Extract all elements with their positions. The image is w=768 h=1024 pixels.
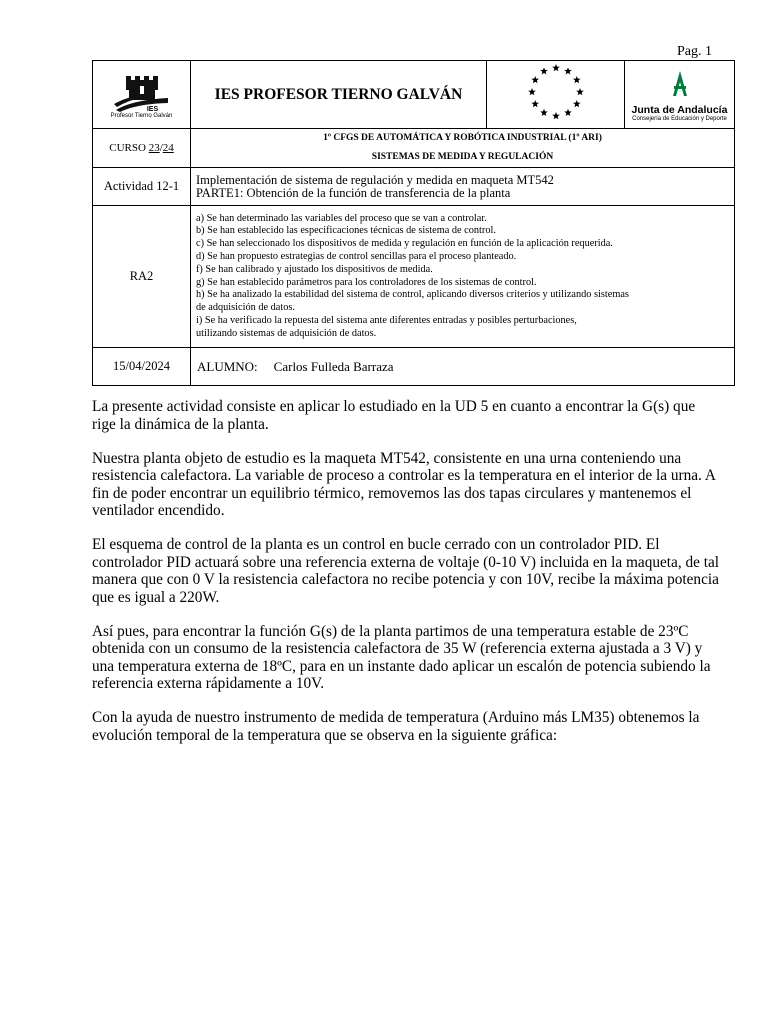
ra-item: h) Se ha analizado la estabilidad del sistema de control, aplicando diversos criterios y utilizando sistemas [196,289,629,301]
paragraph: Así pues, para encontrar la función G(s) de la planta partimos de una temperatura estable de 23ºC obtenida con un consumo de la resistencia calefactora de 35 W (referencia externa ajustada a 3 V) y una temperatura externa de 18ºC, para en un instante dado aplicar un escalón de potencia subiendo la referencia externa rápidamente a 10V. [92,622,711,692]
eu-star-icon [576,88,584,95]
ra-item: a) Se han determinado las variables del proceso que se van a controlar. [196,212,487,224]
activity-cell [191,168,735,206]
junta-department: Consejería de Educación y Deporte [632,115,727,122]
ra-item: b) Se han establecido las especificaciones técnicas de sistema de control. [196,225,496,237]
student-cell [191,348,735,386]
eu-star-icon [540,109,548,116]
course-label: CURSO [109,142,146,154]
ra-item: c) Se han seleccionado los dispositivos de medida y regulación en función de la aplicación requerida. [196,238,613,250]
ies-logo-cell [93,61,191,129]
header-table [92,60,735,386]
ra-item: f) Se han calibrado y ajustado los dispositivos de medida. [196,263,433,275]
eu-star-icon [528,88,536,95]
school-name: IES PROFESOR TIERNO GALVÁN [191,61,487,129]
ra-item: i) Se ha verificado la repuesta del sistema ante diferentes entradas y posibles perturbaciones, [196,314,577,326]
activity-title-line1: Implementación de sistema de regulación y medida en maqueta MT542 [196,172,554,187]
eu-star-icon [572,76,580,83]
eu-flag-cell [487,61,625,129]
eu-star-icon [531,100,539,107]
module-title: SISTEMAS DE MEDIDA Y REGULACIÓN [371,152,554,162]
date-cell: 15/04/2024 [93,348,191,386]
body-text [92,398,720,761]
junta-andalucia-logo-icon [665,68,695,98]
ies-caption-sub: Profesor Tierno Galván [110,113,173,119]
program-title: 1º CFGS DE AUTOMÁTICA Y ROBÓTICA INDUSTRIAL (1º ARI) [323,133,602,143]
eu-star-icon [531,76,539,83]
ies-caption: IES [146,106,159,113]
junta-name: Junta de Andalucía [631,103,728,116]
ra-item: d) Se han propuesto estrategias de control sencillas para el proceso planteado. [196,250,517,262]
ra-label: RA2 [93,206,191,348]
paragraph: El esquema de control de la planta es un control en bucle cerrado con un controlador PID. El controlador PID actuará sobre una referencia externa de voltaje (0-10 V) incluida en la maqueta, de tal manera que con 0 V la resistencia calefactora no recibe potencia y con 10V, recibe la máxima potencia que es igual a 220W. [92,536,720,606]
activity-label: Actividad 12-1 [93,168,191,206]
ra-list [191,206,735,348]
paragraph: Con la ayuda de nuestro instrumento de medida de temperatura (Arduino más LM35) obtenemos la evolución temporal de la temperatura que se observa en la siguiente gráfica: [92,709,700,744]
eu-star-icon [552,112,560,119]
program-cell [191,129,735,168]
student-label: ALUMNO: [197,358,258,374]
activity-title-line2: PARTE1: Obtención de la función de transferencia de la planta [196,185,511,200]
eu-star-icon [540,67,548,74]
course-cell [93,129,191,168]
junta-logo-cell [625,61,735,129]
ra-item: g) Se han establecido parámetros para los controladores de los sistemas de control. [196,276,537,288]
course-slash: / [159,142,163,154]
paragraph: Nuestra planta objeto de estudio es la maqueta MT542, consistente en una urna conteniendo una resistencia calefactora. La variable de proceso a controlar es la temperatura en el interior de la urna. A fin de poder encontrar un equilibrio térmico, removemos las dos tapas circulares y mantenemos el ventilador encendido. [92,449,716,519]
eu-star-icon [564,67,572,74]
ra-item: utilizando sistemas de adquisición de datos. [196,327,377,339]
eu-stars-icon [524,61,588,123]
page-number: Pag. 1 [677,44,712,59]
course-year-b: 24 [162,142,174,154]
course-year-a: 23 [148,142,160,154]
eu-star-icon [572,100,580,107]
eu-star-icon [552,64,560,71]
eu-star-icon [564,109,572,116]
paragraph: La presente actividad consiste en aplicar lo estudiado en la UD 5 en cuanto a encontrar la G(s) que rige la dinámica de la planta. [92,398,696,433]
ra-item: de adquisición de datos. [196,302,295,314]
student-name: Carlos Fulleda Barraza [273,358,394,374]
